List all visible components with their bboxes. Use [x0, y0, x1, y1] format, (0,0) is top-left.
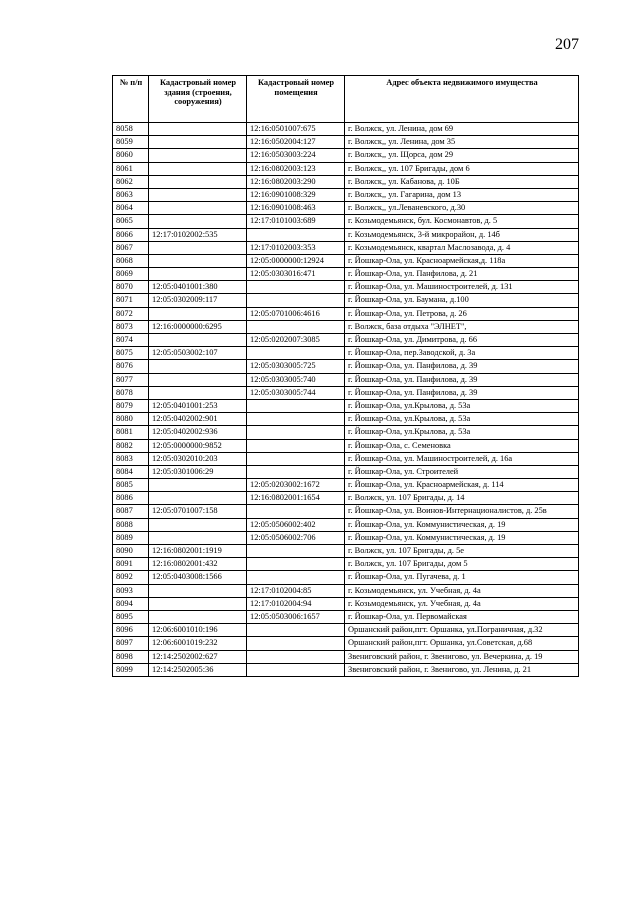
- cell-number: 8070: [113, 281, 149, 294]
- table-row: [113, 597, 579, 610]
- cell-number: 8090: [113, 545, 149, 558]
- header-number: № п/п: [113, 76, 149, 123]
- cell-building-cadastral: [149, 268, 247, 281]
- cell-premises-cadastral: 12:16:0802003:290: [247, 175, 345, 188]
- cell-number: 8062: [113, 175, 149, 188]
- table-row: [113, 518, 579, 531]
- cell-number: 8063: [113, 188, 149, 201]
- cell-premises-cadastral: 12:17:0101003:689: [247, 215, 345, 228]
- cell-number: 8080: [113, 413, 149, 426]
- table-row: [113, 123, 579, 136]
- cell-number: 8059: [113, 136, 149, 149]
- cell-building-cadastral: [149, 531, 247, 544]
- table-row: [113, 545, 579, 558]
- cell-building-cadastral: [149, 123, 247, 136]
- cell-number: 8073: [113, 320, 149, 333]
- table-row: [113, 320, 579, 333]
- cell-number: 8095: [113, 610, 149, 623]
- table-row: [113, 571, 579, 584]
- cell-address: г. Волжск, ул. 107 Бригады, д. 14: [345, 492, 579, 505]
- cell-number: 8066: [113, 228, 149, 241]
- cell-premises-cadastral: [247, 294, 345, 307]
- cell-building-cadastral: [149, 518, 247, 531]
- table-row: [113, 637, 579, 650]
- cell-number: 8061: [113, 162, 149, 175]
- cell-building-cadastral: [149, 188, 247, 201]
- cell-premises-cadastral: 12:05:0000000:12924: [247, 254, 345, 267]
- table-row: [113, 162, 579, 175]
- cell-premises-cadastral: 12:16:0802003:123: [247, 162, 345, 175]
- cell-premises-cadastral: 12:05:0303016:471: [247, 268, 345, 281]
- cell-number: 8071: [113, 294, 149, 307]
- cell-address: г. Волжск,, ул. 107 Бригады, дом 6: [345, 162, 579, 175]
- cell-premises-cadastral: [247, 465, 345, 478]
- cell-address: г. Йошкар-Ола, ул. Коммунистическая, д. 19: [345, 518, 579, 531]
- table-row: [113, 281, 579, 294]
- cell-building-cadastral: 12:05:0401001:253: [149, 399, 247, 412]
- cell-number: 8097: [113, 637, 149, 650]
- table-row: [113, 241, 579, 254]
- cell-address: г. Козьмодемьянск, ул. Учебная, д. 4а: [345, 597, 579, 610]
- cell-premises-cadastral: 12:16:0501007:675: [247, 123, 345, 136]
- cell-number: 8088: [113, 518, 149, 531]
- cell-premises-cadastral: 12:05:0203002:1672: [247, 479, 345, 492]
- cell-address: Оршанский район,пгт. Оршанка, ул.Пограничная, д.32: [345, 624, 579, 637]
- cell-address: г. Йошкар-Ола, ул. Баумана, д.100: [345, 294, 579, 307]
- cell-address: г. Йошкар-Ола, ул. Панфилова, д. 21: [345, 268, 579, 281]
- cell-premises-cadastral: 12:05:0506002:402: [247, 518, 345, 531]
- table-row: [113, 439, 579, 452]
- table-row: [113, 650, 579, 663]
- cell-address: г. Йошкар-Ола, ул. Красноармейская,д. 118а: [345, 254, 579, 267]
- table-row: [113, 663, 579, 676]
- table-row: [113, 531, 579, 544]
- cell-building-cadastral: 12:05:0402002:936: [149, 426, 247, 439]
- cell-premises-cadastral: [247, 281, 345, 294]
- header-address: Адрес объекта недвижимого имущества: [345, 76, 579, 123]
- cell-address: г. Козьмодемьянск, бул. Космонавтов, д. 5: [345, 215, 579, 228]
- cell-premises-cadastral: 12:05:0503006:1657: [247, 610, 345, 623]
- cell-number: 8084: [113, 465, 149, 478]
- cell-number: 8094: [113, 597, 149, 610]
- cell-number: 8096: [113, 624, 149, 637]
- cell-number: 8076: [113, 360, 149, 373]
- cell-address: г. Йошкар-Ола, ул. Машиностроителей, д. 16а: [345, 452, 579, 465]
- cell-premises-cadastral: [247, 426, 345, 439]
- cell-premises-cadastral: [247, 320, 345, 333]
- table-row: [113, 360, 579, 373]
- cell-premises-cadastral: 12:17:0102003:353: [247, 241, 345, 254]
- cell-address: г. Волжск,, ул. Кабанова, д. 10Б: [345, 175, 579, 188]
- cell-premises-cadastral: [247, 624, 345, 637]
- cell-premises-cadastral: [247, 571, 345, 584]
- cell-building-cadastral: 12:14:2502005:36: [149, 663, 247, 676]
- cell-building-cadastral: 12:06:6001019:232: [149, 637, 247, 650]
- cell-premises-cadastral: [247, 545, 345, 558]
- cell-address: г. Йошкар-Ола, ул. Панфилова, д. 39: [345, 386, 579, 399]
- table-row: [113, 136, 579, 149]
- table-row: [113, 399, 579, 412]
- cell-building-cadastral: [149, 175, 247, 188]
- table-row: [113, 202, 579, 215]
- cell-premises-cadastral: 12:16:0901008:329: [247, 188, 345, 201]
- cell-premises-cadastral: [247, 663, 345, 676]
- cell-building-cadastral: 12:16:0000000:6295: [149, 320, 247, 333]
- cell-building-cadastral: [149, 386, 247, 399]
- cell-building-cadastral: [149, 149, 247, 162]
- cell-address: г. Йошкар-Ола, с. Семеновка: [345, 439, 579, 452]
- cell-number: 8058: [113, 123, 149, 136]
- cell-address: г. Волжск,, ул. Ленина, дом 35: [345, 136, 579, 149]
- cell-building-cadastral: [149, 584, 247, 597]
- cell-address: г. Волжск,, ул. Щорса, дом 29: [345, 149, 579, 162]
- table-row: [113, 624, 579, 637]
- property-registry-table: [112, 75, 579, 677]
- cell-building-cadastral: [149, 215, 247, 228]
- cell-building-cadastral: 12:16:0802001:432: [149, 558, 247, 571]
- cell-address: Звениговский район, г. Звенигово, ул. Ленина, д. 21: [345, 663, 579, 676]
- cell-number: 8069: [113, 268, 149, 281]
- cell-building-cadastral: [149, 254, 247, 267]
- table-row: [113, 386, 579, 399]
- cell-address: г. Йошкар-Ола, ул. Красноармейская, д. 114: [345, 479, 579, 492]
- cell-premises-cadastral: 12:05:0303005:725: [247, 360, 345, 373]
- cell-address: Оршанский район,пгт. Оршанка, ул.Советская, д.68: [345, 637, 579, 650]
- cell-building-cadastral: [149, 610, 247, 623]
- table-row: [113, 373, 579, 386]
- cell-number: 8087: [113, 505, 149, 518]
- cell-premises-cadastral: [247, 347, 345, 360]
- cell-address: Звениговский район, г. Звенигово, ул. Вечеркина, д. 19: [345, 650, 579, 663]
- cell-address: г. Йошкар-Ола, ул. Петрова, д. 26: [345, 307, 579, 320]
- cell-number: 8068: [113, 254, 149, 267]
- table-row: [113, 452, 579, 465]
- cell-premises-cadastral: [247, 505, 345, 518]
- cell-address: г. Йошкар-Ола, ул. Машиностроителей, д. 131: [345, 281, 579, 294]
- cell-building-cadastral: 12:06:6001010:196: [149, 624, 247, 637]
- table-body: [113, 123, 579, 677]
- cell-building-cadastral: [149, 492, 247, 505]
- cell-building-cadastral: 12:05:0503002:107: [149, 347, 247, 360]
- cell-premises-cadastral: 12:16:0901008:463: [247, 202, 345, 215]
- cell-number: 8092: [113, 571, 149, 584]
- cell-number: 8078: [113, 386, 149, 399]
- cell-number: 8077: [113, 373, 149, 386]
- cell-premises-cadastral: 12:05:0303005:740: [247, 373, 345, 386]
- cell-building-cadastral: [149, 597, 247, 610]
- cell-building-cadastral: 12:05:0000000:9852: [149, 439, 247, 452]
- cell-address: г. Йошкар-Ола, ул. Панфилова, д. 39: [345, 373, 579, 386]
- table-row: [113, 479, 579, 492]
- cell-building-cadastral: 12:16:0802001:1919: [149, 545, 247, 558]
- table-row: [113, 505, 579, 518]
- cell-building-cadastral: [149, 373, 247, 386]
- cell-premises-cadastral: 12:16:0502004:127: [247, 136, 345, 149]
- cell-number: 8075: [113, 347, 149, 360]
- cell-address: г. Козьмодемьянск, 3-й микрорайон, д. 14б: [345, 228, 579, 241]
- table-row: [113, 254, 579, 267]
- cell-number: 8083: [113, 452, 149, 465]
- cell-premises-cadastral: [247, 399, 345, 412]
- cell-premises-cadastral: 12:16:0802001:1654: [247, 492, 345, 505]
- cell-premises-cadastral: 12:17:0102004:94: [247, 597, 345, 610]
- cell-address: г. Йошкар-Ола, ул. Первомайская: [345, 610, 579, 623]
- cell-number: 8065: [113, 215, 149, 228]
- cell-premises-cadastral: 12:05:0202007:3085: [247, 334, 345, 347]
- cell-building-cadastral: 12:17:0102002:535: [149, 228, 247, 241]
- table-row: [113, 228, 579, 241]
- table-row: [113, 334, 579, 347]
- cell-address: г. Волжск, ул. 107 Бригады, д. 5е: [345, 545, 579, 558]
- cell-premises-cadastral: 12:05:0701006:4616: [247, 307, 345, 320]
- cell-number: 8074: [113, 334, 149, 347]
- cell-number: 8086: [113, 492, 149, 505]
- cell-address: г. Йошкар-Ола, ул. Строителей: [345, 465, 579, 478]
- cell-address: г. Волжск, ул. 107 Бригады, дом 5: [345, 558, 579, 571]
- cell-building-cadastral: [149, 479, 247, 492]
- cell-building-cadastral: [149, 202, 247, 215]
- cell-building-cadastral: 12:05:0302010:203: [149, 452, 247, 465]
- cell-number: 8098: [113, 650, 149, 663]
- table-row: [113, 307, 579, 320]
- cell-number: 8089: [113, 531, 149, 544]
- cell-number: 8099: [113, 663, 149, 676]
- cell-building-cadastral: [149, 241, 247, 254]
- table-row: [113, 294, 579, 307]
- cell-premises-cadastral: [247, 558, 345, 571]
- cell-building-cadastral: 12:05:0701007:158: [149, 505, 247, 518]
- cell-number: 8093: [113, 584, 149, 597]
- cell-number: 8091: [113, 558, 149, 571]
- cell-building-cadastral: 12:05:0302009:117: [149, 294, 247, 307]
- cell-premises-cadastral: 12:17:0102004:85: [247, 584, 345, 597]
- cell-address: г. Волжск,, ул. Гагарина, дом 13: [345, 188, 579, 201]
- cell-building-cadastral: 12:05:0301006:29: [149, 465, 247, 478]
- cell-address: г. Козьмодемьянск, ул. Учебная, д. 4а: [345, 584, 579, 597]
- cell-address: г. Йошкар-Ола, ул.Крылова, д. 53а: [345, 426, 579, 439]
- table-header-row: [113, 76, 579, 123]
- cell-building-cadastral: [149, 307, 247, 320]
- cell-address: г. Йошкар-Ола, ул.Крылова, д. 53а: [345, 399, 579, 412]
- cell-number: 8081: [113, 426, 149, 439]
- page-number: 207: [555, 36, 579, 53]
- cell-premises-cadastral: [247, 413, 345, 426]
- cell-address: г. Йошкар-Ола, ул. Коммунистическая, д. 19: [345, 531, 579, 544]
- cell-address: г. Йошкар-Ола, ул.Крылова, д. 53а: [345, 413, 579, 426]
- cell-building-cadastral: 12:05:0401001:380: [149, 281, 247, 294]
- table-row: [113, 426, 579, 439]
- cell-premises-cadastral: [247, 452, 345, 465]
- table-row: [113, 610, 579, 623]
- cell-address: г. Волжск,, ул.Леваневского, д.30: [345, 202, 579, 215]
- cell-number: 8060: [113, 149, 149, 162]
- cell-address: г. Козьмодемьянск, квартал Маслозавода, д. 4: [345, 241, 579, 254]
- table-row: [113, 188, 579, 201]
- cell-building-cadastral: [149, 360, 247, 373]
- cell-address: г. Йошкар-Ола, ул. Воинов-Интернационалистов, д. 25в: [345, 505, 579, 518]
- cell-address: г. Йошкар-Ола, пер.Заводской, д. 3а: [345, 347, 579, 360]
- cell-number: 8085: [113, 479, 149, 492]
- table-row: [113, 584, 579, 597]
- cell-number: 8079: [113, 399, 149, 412]
- cell-premises-cadastral: [247, 637, 345, 650]
- table-row: [113, 558, 579, 571]
- cell-address: г. Волжск, база отдыха "ЭЛНЕТ",: [345, 320, 579, 333]
- cell-address: г. Волжск, ул. Ленина, дом 69: [345, 123, 579, 136]
- cell-number: 8072: [113, 307, 149, 320]
- cell-building-cadastral: 12:05:0403008:1566: [149, 571, 247, 584]
- cell-number: 8064: [113, 202, 149, 215]
- cell-number: 8082: [113, 439, 149, 452]
- table-row: [113, 413, 579, 426]
- cell-address: г. Йошкар-Ола, ул. Панфилова, д. 39: [345, 360, 579, 373]
- header-building-cadastral: Кадастровый номер здания (строения, сооружения): [149, 76, 247, 123]
- cell-premises-cadastral: [247, 650, 345, 663]
- cell-building-cadastral: 12:05:0402002:901: [149, 413, 247, 426]
- cell-premises-cadastral: 12:16:0503003:224: [247, 149, 345, 162]
- cell-premises-cadastral: 12:05:0506002:706: [247, 531, 345, 544]
- cell-premises-cadastral: [247, 228, 345, 241]
- cell-premises-cadastral: 12:05:0303005:744: [247, 386, 345, 399]
- table-row: [113, 268, 579, 281]
- cell-address: г. Йошкар-Ола, ул. Пугачева, д. 1: [345, 571, 579, 584]
- table-row: [113, 215, 579, 228]
- table-row: [113, 149, 579, 162]
- cell-address: г. Йошкар-Ола, ул. Димитрова, д. 66: [345, 334, 579, 347]
- cell-building-cadastral: [149, 136, 247, 149]
- cell-number: 8067: [113, 241, 149, 254]
- cell-building-cadastral: 12:14:2502002:627: [149, 650, 247, 663]
- table-row: [113, 347, 579, 360]
- cell-building-cadastral: [149, 334, 247, 347]
- table-row: [113, 175, 579, 188]
- table-row: [113, 465, 579, 478]
- cell-building-cadastral: [149, 162, 247, 175]
- cell-premises-cadastral: [247, 439, 345, 452]
- header-premises-cadastral: Кадастровый номер помещения: [247, 76, 345, 123]
- table-row: [113, 492, 579, 505]
